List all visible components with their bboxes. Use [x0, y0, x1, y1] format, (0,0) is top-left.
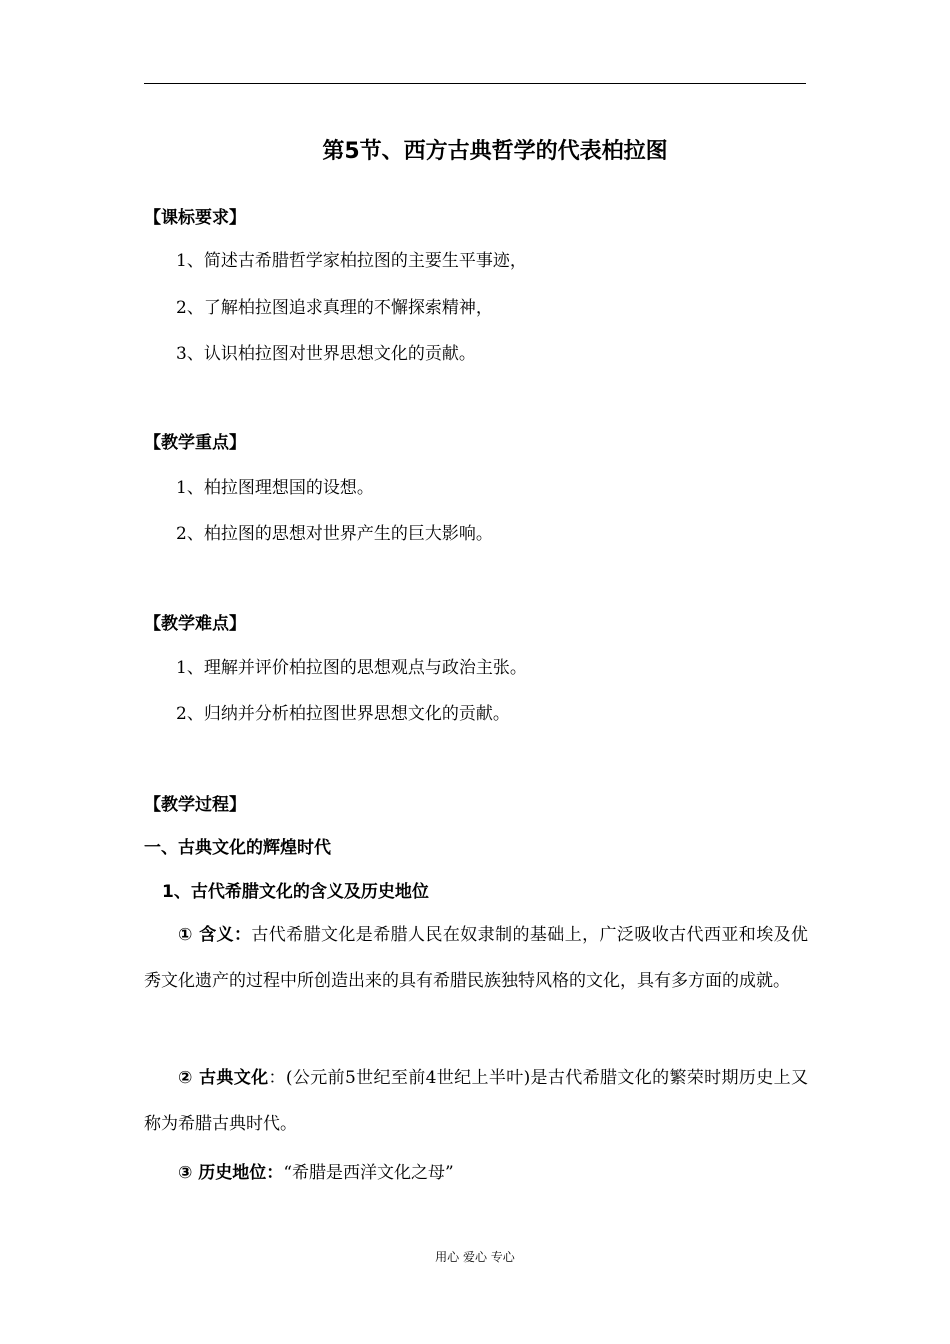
subsection-heading: 1、古代希腊文化的含义及历史地位: [162, 882, 429, 902]
paragraph-status: [144, 1150, 808, 1196]
requirement-item: 2、了解柏拉图追求真理的不懈探索精神，: [176, 298, 493, 318]
meaning-label: ① 含义：: [178, 925, 252, 945]
meaning-text: 古代希腊文化是希腊人民在奴隶制的基础上，广泛吸收古代西亚和埃及优秀文化遗产的过程中所创造出来的具有希腊民族独特风格的文化，具有多方面的成就。: [144, 925, 809, 991]
header-rule: [144, 83, 806, 84]
paragraph-classical: [144, 1055, 808, 1147]
classical-text: ：(公元前5世纪至前4世纪上半叶)是古代希腊文化的繁荣时期历史上又称为希腊古典时代。: [144, 1068, 809, 1134]
heading-process: 【教学过程】: [144, 795, 246, 815]
heading-requirements: 【课标要求】: [144, 208, 246, 228]
heading-difficulties: 【教学难点】: [144, 614, 246, 634]
requirement-item: 3、认识柏拉图对世界思想文化的贡献。: [176, 344, 476, 364]
difficulty-item: 1、理解并评价柏拉图的思想观点与政治主张。: [176, 658, 527, 678]
status-text: “希腊是西洋文化之母”: [283, 1163, 454, 1183]
heading-key-points: 【教学重点】: [144, 433, 246, 453]
part-heading: 一、古典文化的辉煌时代: [144, 838, 331, 858]
classical-label: ② 古典文化: [178, 1068, 269, 1088]
difficulty-item: 2、归纳并分析柏拉图世界思想文化的贡献。: [176, 704, 510, 724]
page-title: 第5节、西方古典哲学的代表柏拉图: [322, 139, 668, 164]
status-label: ③ 历史地位：: [178, 1163, 284, 1183]
paragraph-meaning: [144, 912, 808, 1004]
requirement-item: 1、简述古希腊哲学家柏拉图的主要生平事迹，: [176, 251, 527, 271]
key-point-item: 1、柏拉图理想国的设想。: [176, 478, 374, 498]
key-point-item: 2、柏拉图的思想对世界产生的巨大影响。: [176, 524, 493, 544]
page-footer: 用心 爱心 专心: [435, 1250, 515, 1264]
